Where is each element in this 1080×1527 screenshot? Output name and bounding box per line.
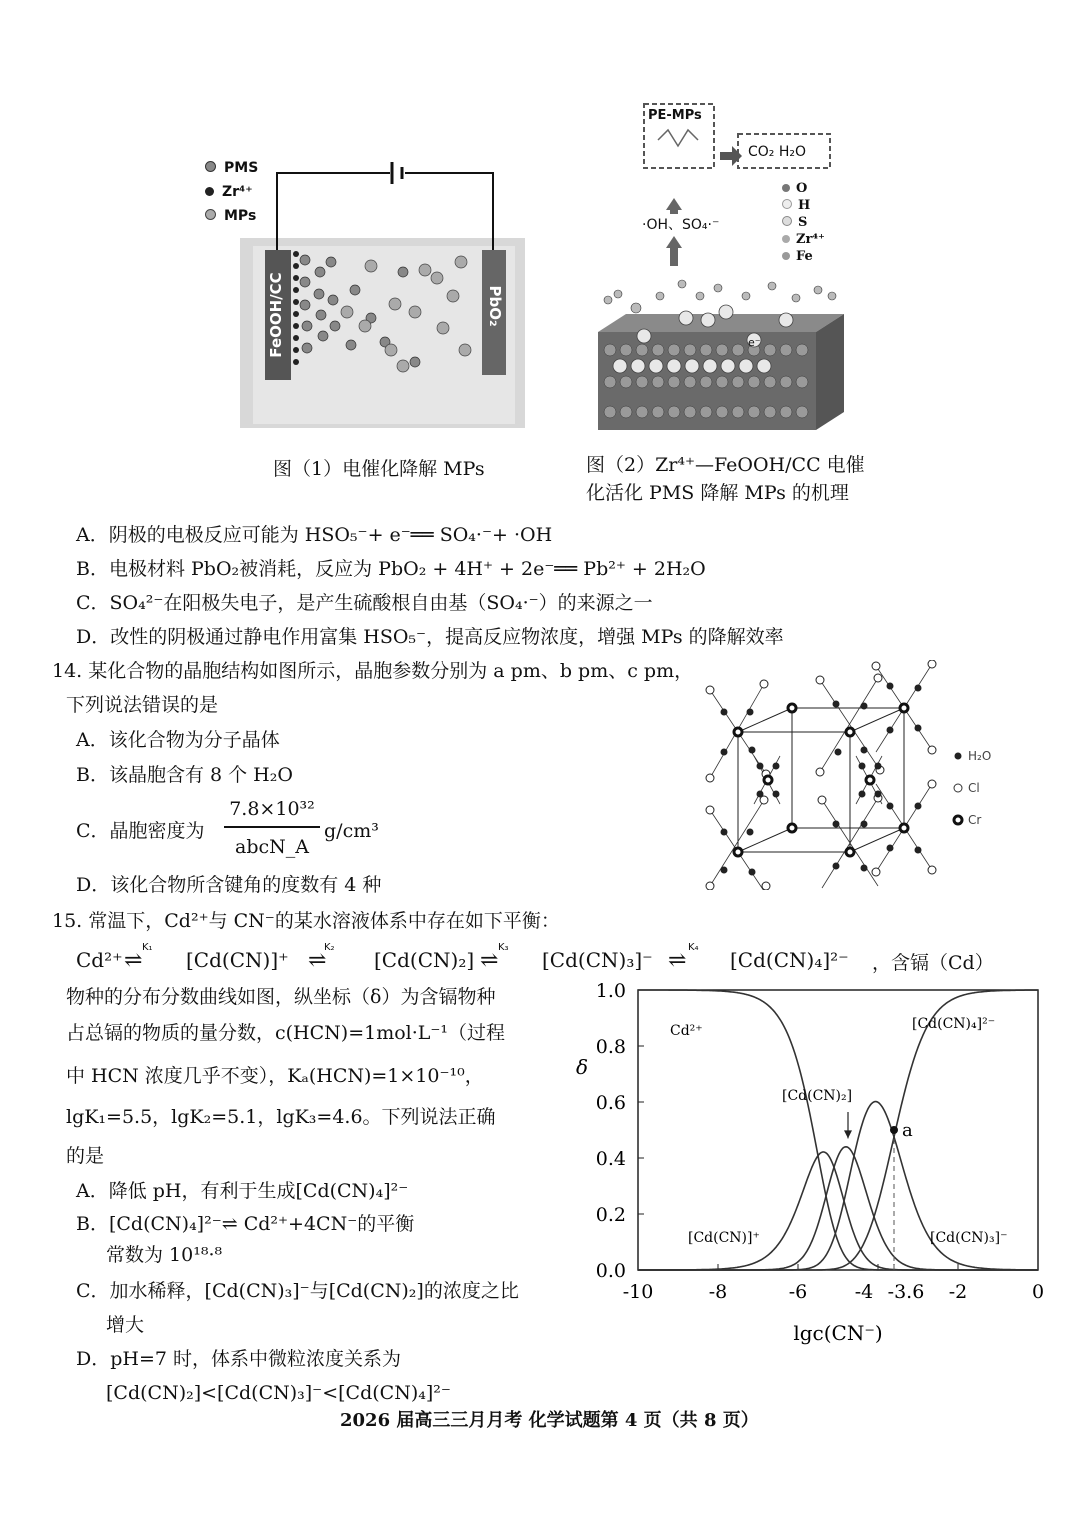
electron-label: e⁻ (748, 336, 761, 349)
y-tick-label: 0.8 (595, 1036, 626, 1058)
x-tick-label: 0 (1031, 1281, 1045, 1303)
q15-option-b-line1: B．[Cd(CN)₄]²⁻⇌ Cd²⁺+4CN⁻的平衡 (76, 1213, 415, 1235)
q15-stem-line2: 物种的分布分数曲线如图，纵坐标（δ）为含镉物种 (66, 986, 496, 1008)
q15-stem-line5: lgK₁=5.5，lgK₂=5.1，lgK₃=4.6。下列说法正确 (66, 1106, 496, 1128)
legend-mps: MPs (205, 204, 258, 228)
figure-2 (596, 100, 846, 432)
equilibrium-chain (76, 938, 1076, 982)
equilibrium-arrow-3: ⇌ (480, 948, 499, 973)
q13-option-d: D．改性的阴极通过静电作用富集 HSO₅⁻，提高反应物浓度，增强 MPs 的降解效率 (76, 626, 784, 648)
x-tick-label: -2 (948, 1281, 968, 1303)
legend-zr: Zr⁴⁺ (205, 180, 258, 204)
q15-stem-line1: 15. 常温下，Cd²⁺与 CN⁻的某水溶液体系中存在如下平衡： (52, 910, 560, 932)
legend-cl: Cl (968, 781, 980, 795)
distribution-chart-svg (560, 978, 1060, 1358)
point-a-marker (890, 1126, 898, 1134)
q14-option-b: B．该晶胞含有 8 个 H₂O (76, 764, 293, 786)
species-cdcn: [Cd(CN)]⁺ (186, 948, 289, 972)
legend-h: H (782, 197, 825, 214)
species-cdcn4: [Cd(CN)₄]²⁻ (730, 948, 849, 972)
q15-stem-line4: 中 HCN 浓度几乎不变），Kₐ(HCN)=1×10⁻¹⁰， (66, 1065, 484, 1087)
equilibrium-arrow-4: ⇌ (668, 948, 687, 973)
unit-cell-diagram (700, 660, 1000, 890)
y-axis-label: δ (576, 1055, 589, 1079)
q14-option-d: D．该化合物所含键角的度数有 4 种 (76, 874, 382, 896)
species-cdcn3: [Cd(CN)₃]⁻ (542, 948, 653, 972)
pms-marker-icon (205, 161, 216, 172)
zr-marker-icon (205, 187, 214, 196)
y-tick-label: 0.0 (595, 1260, 626, 1282)
q15-option-d-line1: D．pH=7 时，体系中微粒浓度关系为 (76, 1348, 402, 1370)
q14-density-denominator: abcN_A (235, 836, 309, 858)
q13-option-a: A．阴极的电极反应可能为 HSO₅⁻+ e⁻══ SO₄·⁻+ ·OH (76, 524, 553, 546)
q15-stem-tail: ，含镉（Cd） (872, 952, 994, 974)
q15-option-c-line2: 增大 (106, 1314, 145, 1336)
series-label-2: [Cd(CN)₂] (782, 1088, 853, 1104)
page-footer: 2026 届高三三月月考 化学试题第 4 页（共 8 页） (340, 1410, 759, 1431)
series-label-1: [Cd(CN)]⁺ (688, 1230, 760, 1246)
q14-option-c-prefix: C．晶胞密度为 (76, 820, 205, 842)
h-marker-icon (782, 199, 792, 209)
s-marker-icon (782, 216, 792, 226)
x-tick-label: -6 (788, 1281, 808, 1303)
q13-option-b: B．电极材料 PbO₂被消耗，反应为 PbO₂ + 4H⁺ + 2e⁻══ Pb²⁺ + 2H₂O (76, 558, 706, 580)
series-label-0: Cd²⁺ (670, 1023, 703, 1039)
left-electrode-label: FeOOH/CC (267, 272, 285, 358)
q15-stem-line3: 占总镉的物质的量分数，c(HCN)=1mol·L⁻¹（过程 (66, 1022, 506, 1044)
radicals-label: ·OH、SO₄·⁻ (642, 214, 719, 234)
figure-1 (222, 150, 530, 432)
equilibrium-arrow-2: ⇌ (308, 948, 327, 973)
x-tick-label: -8 (708, 1281, 728, 1303)
q15-stem-line6: 的是 (66, 1145, 105, 1167)
fig2-legend (782, 180, 825, 265)
x-tick-label: -10 (622, 1281, 654, 1303)
fig1-legend (205, 156, 258, 228)
q15-option-b-line2: 常数为 10¹⁸·⁸ (106, 1244, 223, 1266)
x-tick-label: -4 (854, 1281, 874, 1303)
fig1-caption: 图（1）电催化降解 MPs (273, 458, 485, 480)
equilibrium-arrow-1: ⇌ (124, 948, 143, 973)
series-line-2 (638, 1147, 1038, 1270)
legend-cr: Cr (968, 813, 982, 827)
legend-h2o: H₂O (968, 749, 992, 763)
q15-option-a: A．降低 pH，有利于生成[Cd(CN)₄]²⁻ (76, 1180, 409, 1202)
pe-mps-label: PE-MPs (648, 108, 702, 123)
q13-option-c: C．SO₄²⁻在阳极失电子，是产生硫酸根自由基（SO₄·⁻）的来源之一 (76, 592, 653, 614)
x-tick-label: -3.6 (887, 1281, 925, 1303)
legend-o: O (782, 180, 825, 197)
q14-density-numerator: 7.8×10³² (229, 798, 315, 820)
q14-stem-line1: 14. 某化合物的晶胞结构如图所示，晶胞参数分别为 a pm、b pm、c pm， (52, 660, 694, 682)
legend-zr2: Zr⁴⁺ (782, 231, 825, 248)
y-tick-label: 0.2 (595, 1204, 626, 1226)
q15-option-c-line1: C．加水稀释，[Cd(CN)₃]⁻与[Cd(CN)₂]的浓度之比 (76, 1280, 519, 1302)
x-axis-label: lgc(CN⁻) (793, 1321, 883, 1345)
zr2-marker-icon (782, 235, 790, 243)
species-cd: Cd²⁺ (76, 948, 123, 972)
annotation-arrow-head (844, 1130, 852, 1138)
q14-density-unit: g/cm³ (324, 820, 379, 842)
species-cdcn2: [Cd(CN)₂] (374, 948, 475, 972)
q14-stem-line2: 下列说法错误的是 (66, 694, 219, 716)
q15-option-d-line2: [Cd(CN)₂]<[Cd(CN)₃]⁻<[Cd(CN)₄]²⁻ (106, 1382, 451, 1404)
fig2-caption (586, 452, 865, 507)
fig2-caption-line1: 图（2）Zr⁴⁺—FeOOH/CC 电催 (586, 454, 865, 476)
series-line-1 (638, 1152, 1038, 1270)
y-tick-label: 0.4 (595, 1148, 626, 1170)
series-label-3: [Cd(CN)₃]⁻ (930, 1230, 1008, 1246)
mps-marker-icon (205, 209, 216, 220)
right-electrode-label: PbO₂ (486, 285, 504, 327)
point-a-label: a (902, 1120, 913, 1141)
distribution-chart (560, 978, 1060, 1358)
series-label-4: [Cd(CN)₄]²⁻ (912, 1016, 996, 1032)
k3-label: K₃ (498, 942, 509, 953)
legend-pms: PMS (205, 156, 258, 180)
k2-label: K₂ (324, 942, 335, 953)
crystal-structure (700, 660, 1000, 890)
k4-label: K₄ (688, 942, 699, 953)
fe-marker-icon (782, 252, 790, 260)
k1-label: K₁ (142, 942, 153, 953)
mechanism-diagram (596, 100, 846, 432)
y-tick-label: 1.0 (595, 980, 626, 1002)
fig2-caption-line2: 化活化 PMS 降解 MPs 的机理 (586, 481, 849, 504)
legend-fe: Fe (782, 248, 825, 265)
products-label: CO₂ H₂O (748, 144, 807, 160)
legend-s: S (782, 214, 825, 231)
q14-option-a: A．该化合物为分子晶体 (76, 729, 280, 751)
o-marker-icon (782, 184, 790, 192)
q14-fraction-bar (224, 826, 320, 828)
y-tick-label: 0.6 (595, 1092, 626, 1114)
